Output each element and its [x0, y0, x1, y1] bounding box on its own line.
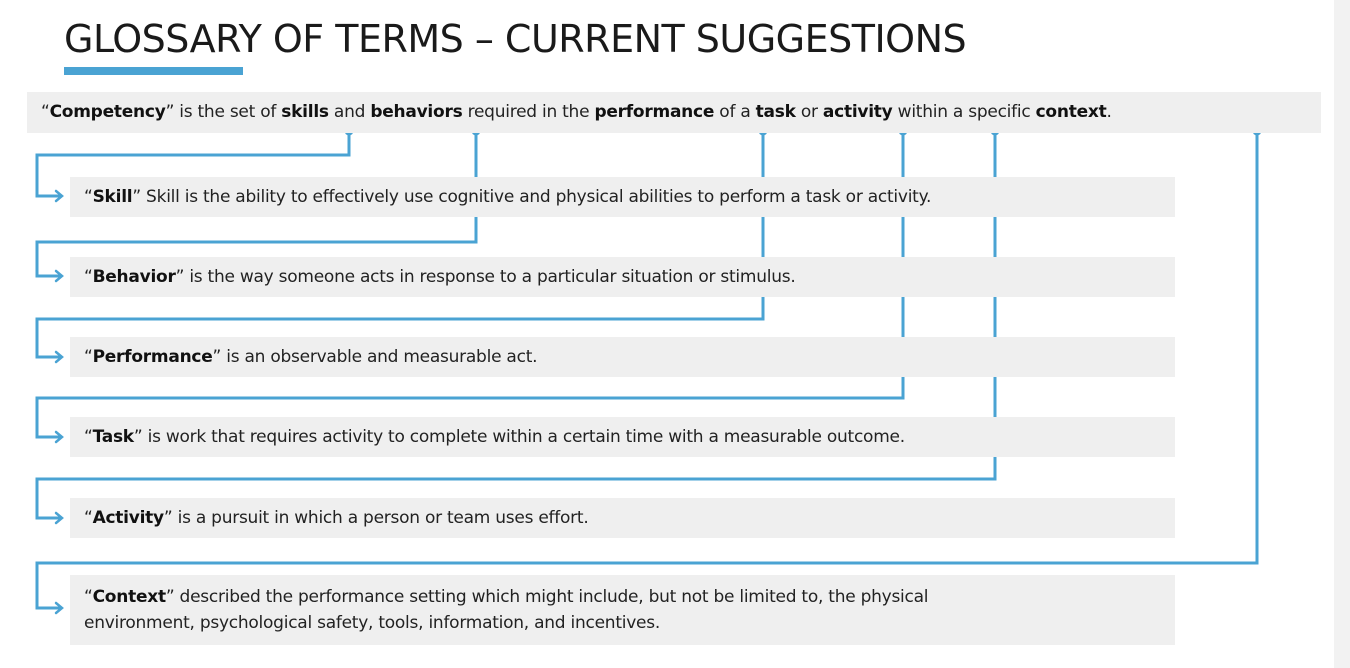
definition-skill: [70, 177, 1175, 217]
slide-title: GLOSSARY OF TERMS – CURRENT SUGGESTIONS: [64, 17, 967, 61]
close-quote: ”: [165, 102, 175, 122]
definition-text: .: [1106, 102, 1112, 122]
definition-context: [70, 575, 1175, 645]
close-quote: ”: [133, 427, 143, 447]
definition-line-2: environment, psychological safety, tools, information, and incentives.: [84, 613, 660, 633]
term-context: Context: [92, 587, 166, 607]
keyword-skills: skills: [281, 102, 329, 122]
definition-activity: [70, 498, 1175, 538]
definition-text: is work that requires activity to complete within a certain time with a measurable outcome.: [142, 427, 905, 447]
close-quote: ”: [212, 347, 222, 367]
term-behavior: Behavior: [92, 267, 176, 287]
definition-text: described the performance setting which might include, but not be limited to, the physical: [174, 587, 929, 607]
definition-text: Skill is the ability to effectively use cognitive and physical abilities to perform a task or activity.: [140, 187, 932, 207]
definition-line-1: [84, 584, 1175, 610]
definition-text: and: [328, 102, 371, 122]
keyword-activity: activity: [822, 102, 893, 122]
definition-text: of a: [714, 102, 756, 122]
keyword-task: task: [755, 102, 796, 122]
definition-text: required in the: [462, 102, 595, 122]
definition-behavior: [70, 257, 1175, 297]
definition-performance: [70, 337, 1175, 377]
keyword-behaviors: behaviors: [370, 102, 463, 122]
term-performance: Performance: [92, 347, 213, 367]
competency-definition: [27, 92, 1321, 133]
term-activity: Activity: [92, 508, 164, 528]
open-quote: “: [84, 587, 93, 607]
definition-text: is the set of: [174, 102, 282, 122]
definition-text: within a specific: [892, 102, 1036, 122]
open-quote: “: [41, 102, 50, 122]
definition-text: is a pursuit in which a person or team uses effort.: [172, 508, 589, 528]
close-quote: ”: [165, 587, 175, 607]
definition-text: is the way someone acts in response to a particular situation or stimulus.: [184, 267, 796, 287]
term-competency: Competency: [49, 102, 166, 122]
definition-text: is an observable and measurable act.: [221, 347, 538, 367]
connector-performance: [37, 131, 763, 357]
definition-task: [70, 417, 1175, 457]
keyword-context: context: [1035, 102, 1107, 122]
close-quote: ”: [163, 508, 173, 528]
term-skill: Skill: [92, 187, 133, 207]
open-quote: “: [84, 427, 93, 447]
keyword-performance: performance: [594, 102, 715, 122]
open-quote: “: [84, 187, 93, 207]
close-quote: ”: [175, 267, 185, 287]
open-quote: “: [84, 347, 93, 367]
term-task: Task: [92, 427, 134, 447]
open-quote: “: [84, 508, 93, 528]
close-quote: ”: [132, 187, 141, 207]
definition-text: or: [795, 102, 823, 122]
open-quote: “: [84, 267, 93, 287]
